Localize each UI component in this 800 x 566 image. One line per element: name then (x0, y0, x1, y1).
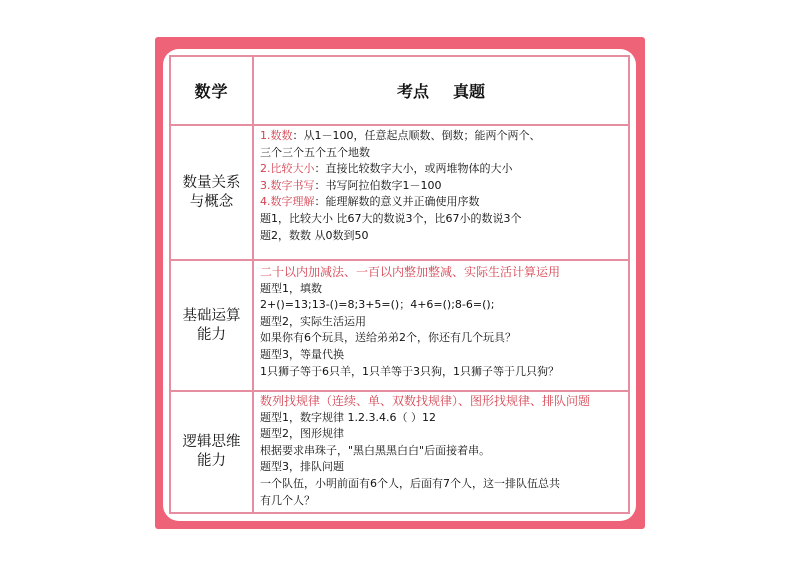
category-label (171, 126, 252, 259)
example-line: 题型3，等量代换 (260, 347, 344, 361)
point-text: 从1－100，任意起点顺数、倒数；能两个两个、 (303, 129, 541, 142)
point-sep: ： (314, 178, 326, 192)
section-row-arithmetic (171, 259, 628, 390)
section-content (260, 264, 624, 380)
section-content (260, 393, 624, 509)
example-line: 题型3，排队问题 (260, 460, 344, 474)
syllabus-table (169, 55, 630, 514)
section-heading: 二十以内加减法、一百以内整加整减、实际生活计算运用 (260, 265, 561, 279)
example-line: 题型1，数字规律 1.2.3.4.6（ ）12 (260, 410, 436, 424)
point-title: 比较大小 (270, 162, 315, 176)
point-text: 能理解数的意义并正确使用序数 (325, 195, 480, 209)
point-text: 书写阿拉伯数字1－100 (325, 178, 442, 192)
section-row-logic (171, 390, 628, 512)
section-content (260, 128, 624, 244)
column-divider (252, 261, 254, 390)
example-line: 1只狮子等于6只羊，1只羊等于3只狗，1只狮子等于几只狗？ (260, 364, 559, 378)
header-columns (254, 57, 628, 124)
point-line: 三个三个五个五个地数 (260, 145, 370, 159)
point-number: 4. (260, 195, 271, 209)
point-number: 3. (260, 178, 271, 192)
example-line: 有几个人？ (260, 493, 315, 507)
example-line: 一个队伍，小明前面有6个人，后面有7个人，这一排队伍总共 (260, 476, 560, 490)
header-subject: 数学 (194, 82, 229, 101)
point-line (260, 161, 624, 178)
example-line: 题型2，图形规律 (260, 427, 344, 441)
point-title: 数字书写 (270, 178, 315, 192)
table-header-row (171, 57, 628, 124)
point-line (260, 194, 624, 211)
point-number: 1. (260, 129, 271, 142)
point-sep: ： (314, 195, 326, 209)
category-line: 数量关系 (182, 174, 241, 191)
point-sep: ： (292, 129, 304, 142)
point-title: 数字理解 (270, 195, 315, 209)
category-label (171, 392, 252, 512)
point-text: 直接比较数字大小，或两堆物体的大小 (325, 162, 513, 176)
point-sep: ： (314, 162, 326, 176)
category-line: 基础运算 (182, 307, 241, 324)
point-line (260, 178, 624, 195)
point-number: 2. (260, 162, 271, 176)
example-line: 根据要求串珠子，"黑白黑黑白白"后面接着串。 (260, 443, 491, 457)
example-line: 题型2，实际生活运用 (260, 314, 366, 328)
content-card (163, 49, 636, 521)
example-line: 题型1，填数 (260, 281, 322, 295)
category-line: 与概念 (189, 193, 234, 210)
section-heading: 数列找规律（连续、单、双数找规律）、图形找规律、排队问题 (260, 394, 591, 408)
category-line: 能力 (197, 326, 226, 343)
example-line: 如果你有6个玩具，送给弟弟2个，你还有几个玩具？ (260, 331, 516, 345)
column-divider (252, 392, 254, 512)
example-line: 题1，比较大小 比67大的数说3个，比67小的数说3个 (260, 211, 522, 225)
category-line: 逻辑思维 (182, 434, 241, 450)
header-kaodian: 考点 (396, 82, 429, 101)
point-title: 数数 (270, 129, 293, 142)
section-row-quantity (171, 124, 628, 259)
header-zhenti: 真题 (453, 82, 486, 101)
column-divider (252, 126, 254, 259)
point-line (260, 128, 624, 145)
example-line: 题2，数数 从0数到50 (260, 228, 369, 242)
example-line: 2+()=13;13-()=8;3+5=()；4+6=();8-6=(); (260, 298, 495, 312)
category-label (171, 261, 252, 390)
category-line: 能力 (197, 453, 226, 469)
pink-frame (155, 37, 645, 529)
